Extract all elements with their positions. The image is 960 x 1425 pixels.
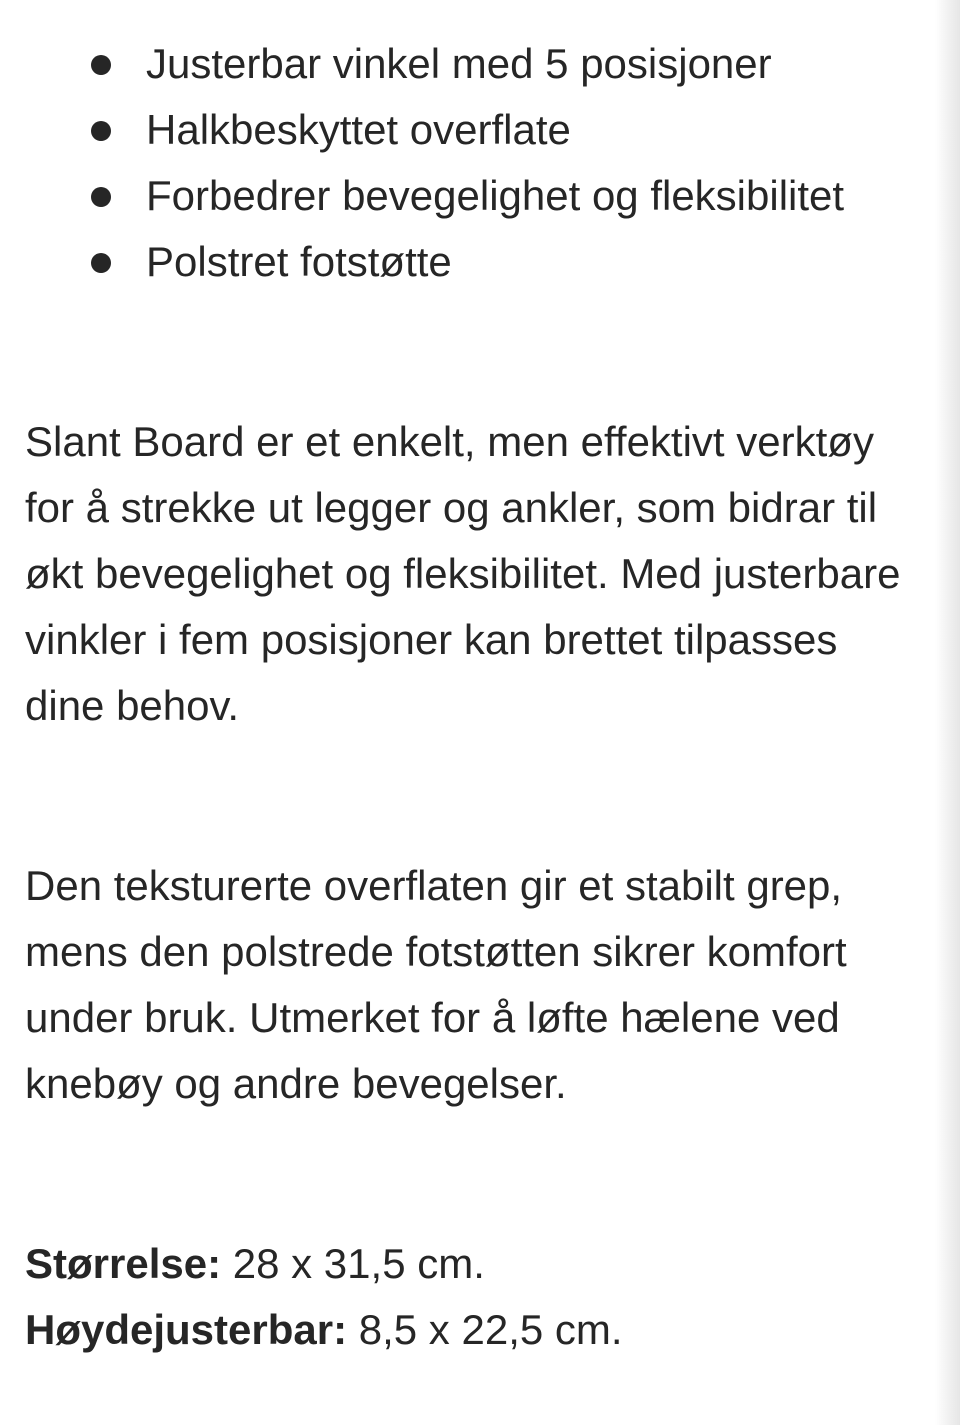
spec-label: Størrelse: — [25, 1240, 222, 1287]
list-item — [0, 163, 930, 229]
feature-list — [0, 31, 930, 295]
description-paragraph-1: Slant Board er et enkelt, men effektivt verktøy for å strekke ut legger og ankler, som bidrar til økt bevegelighet og fleksibilitet. Med justerbare vinkler i fem posisjoner kan brettet tilpasses dine behov. — [25, 418, 901, 729]
bullet-icon — [91, 253, 111, 273]
scroll-edge-shadow — [935, 0, 960, 1425]
list-item — [0, 31, 930, 97]
feature-text: Justerbar vinkel med 5 posisjoner — [146, 40, 772, 87]
feature-text: Polstret fotstøtte — [146, 238, 452, 285]
product-specs — [25, 1231, 925, 1363]
list-item — [0, 97, 930, 163]
feature-text: Forbedrer bevegelighet og fleksibilitet — [146, 172, 845, 219]
spec-label: Høydejusterbar: — [25, 1306, 348, 1353]
bullet-icon — [91, 121, 111, 141]
list-item — [0, 229, 930, 295]
spec-row-height — [25, 1297, 925, 1363]
bullet-icon — [91, 187, 111, 207]
spec-row-size — [25, 1231, 925, 1297]
spec-value: 8,5 x 22,5 cm. — [347, 1306, 623, 1353]
description-paragraph-2: Den teksturerte overflaten gir et stabilt grep, mens den polstrede fotstøtten sikrer komfort under bruk. Utmerket for å løfte hælene ved knebøy og andre bevegelser. — [25, 862, 847, 1107]
spec-value: 28 x 31,5 cm. — [221, 1240, 485, 1287]
feature-text: Halkbeskyttet overflate — [146, 106, 571, 153]
bullet-icon — [91, 55, 111, 75]
